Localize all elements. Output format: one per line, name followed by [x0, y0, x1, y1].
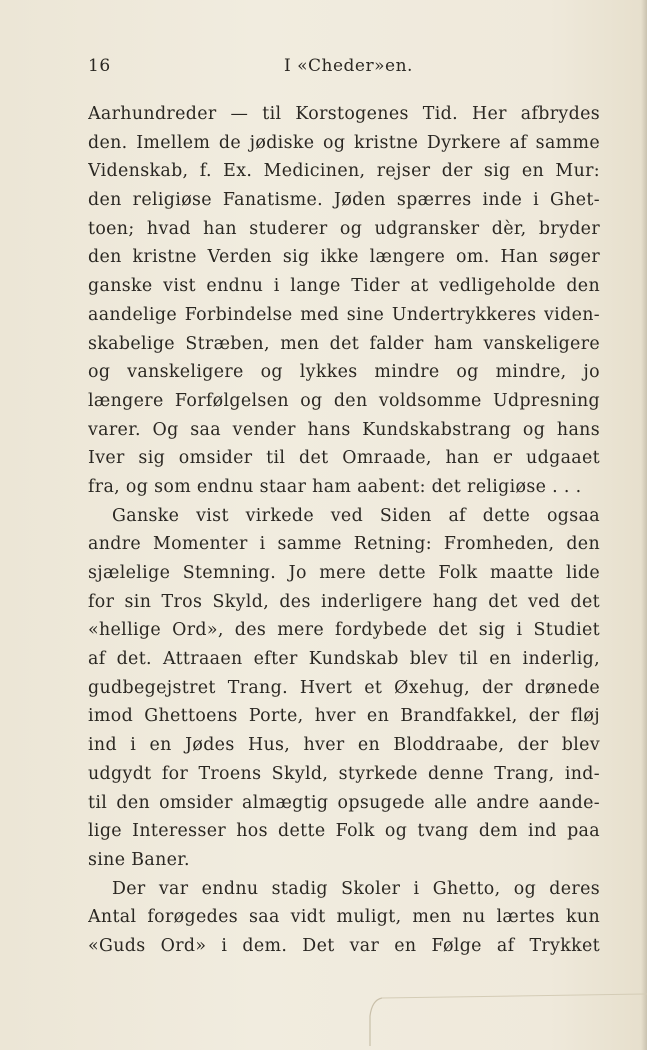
text-line: Iver sig omsider til det Omraade, han er udgaaet	[88, 448, 600, 469]
text-line: lige Interesser hos dette Folk og tvang dem ind paa	[88, 821, 600, 842]
text-line: længere Forfølgelsen og den voldsomme Udpresning	[88, 390, 600, 411]
text-line: toen; hvad han studerer og udgransker dèr, bryder	[88, 218, 600, 239]
text-line: imod Ghettoens Porte, hver en Brandfakkel, der fløj	[88, 706, 600, 727]
text-line: Videnskab, f. Ex. Medicinen, rejser der sig en Mur:	[88, 161, 600, 182]
text-line: «hellige Ord», des mere fordybede det sig i Studiet	[88, 620, 600, 641]
page-edge-shadow	[641, 0, 647, 1050]
text-line: gudbegejstret Trang. Hvert et Øxehug, der drønede	[88, 677, 600, 698]
text-line: og vanskeligere og lykkes mindre og mindre, jo	[88, 362, 600, 383]
text-line: Ganske vist virkede ved Siden af dette ogsaa	[112, 505, 600, 526]
text-line: den religiøse Fanatisme. Jøden spærres inde i Ghet-	[88, 190, 600, 211]
body-text	[88, 100, 600, 961]
text-line: den. Imellem de jødiske og kristne Dyrkere af samme	[88, 132, 600, 153]
text-line: fra, og som endnu staar ham aabent: det religiøse . . .	[88, 476, 582, 497]
text-line: af det. Attraaen efter Kundskab blev til en inderlig,	[88, 649, 600, 670]
text-line: Der var endnu stadig Skoler i Ghetto, og deres	[112, 878, 600, 899]
text-line: Aarhundreder — til Korstogenes Tid. Her afbrydes	[88, 104, 600, 124]
text-line: «Guds Ord» i dem. Det var en Følge af Trykket	[88, 935, 600, 956]
running-title: I «Cheder»en.	[284, 56, 413, 76]
text-line: for sin Tros Skyld, des inderligere hang det ved det	[88, 591, 600, 612]
text-line: aandelige Forbindelse med sine Undertrykkeres viden-	[88, 304, 600, 325]
text-line: ganske vist endnu i lange Tider at vedligeholde den	[88, 276, 600, 297]
text-line: udgydt for Troens Skyld, styrkede denne Trang, ind-	[88, 763, 600, 784]
text-line: til den omsider almægtig opsugede alle andre aande-	[88, 792, 600, 813]
text-line: den kristne Verden sig ikke længere om. Han søger	[88, 247, 600, 268]
text-line: varer. Og saa vender hans Kundskabstrang og hans	[88, 419, 600, 440]
text-line: skabelige Stræben, men det falder ham vanskeligere	[88, 333, 600, 354]
page-corner-mark	[368, 990, 647, 1050]
text-line: andre Momenter i samme Retning: Fromheden, den	[88, 534, 600, 555]
text-line: ind i en Jødes Hus, hver en Bloddraabe, der blev	[88, 735, 600, 756]
text-line: sine Baner.	[88, 849, 190, 870]
text-line: Antal forøgedes saa vidt muligt, men nu lærtes kun	[88, 907, 600, 928]
text-line: sjælelige Stemning. Jo mere dette Folk maatte lide	[88, 563, 600, 583]
page-number: 16	[88, 56, 111, 76]
page-header	[88, 56, 600, 84]
